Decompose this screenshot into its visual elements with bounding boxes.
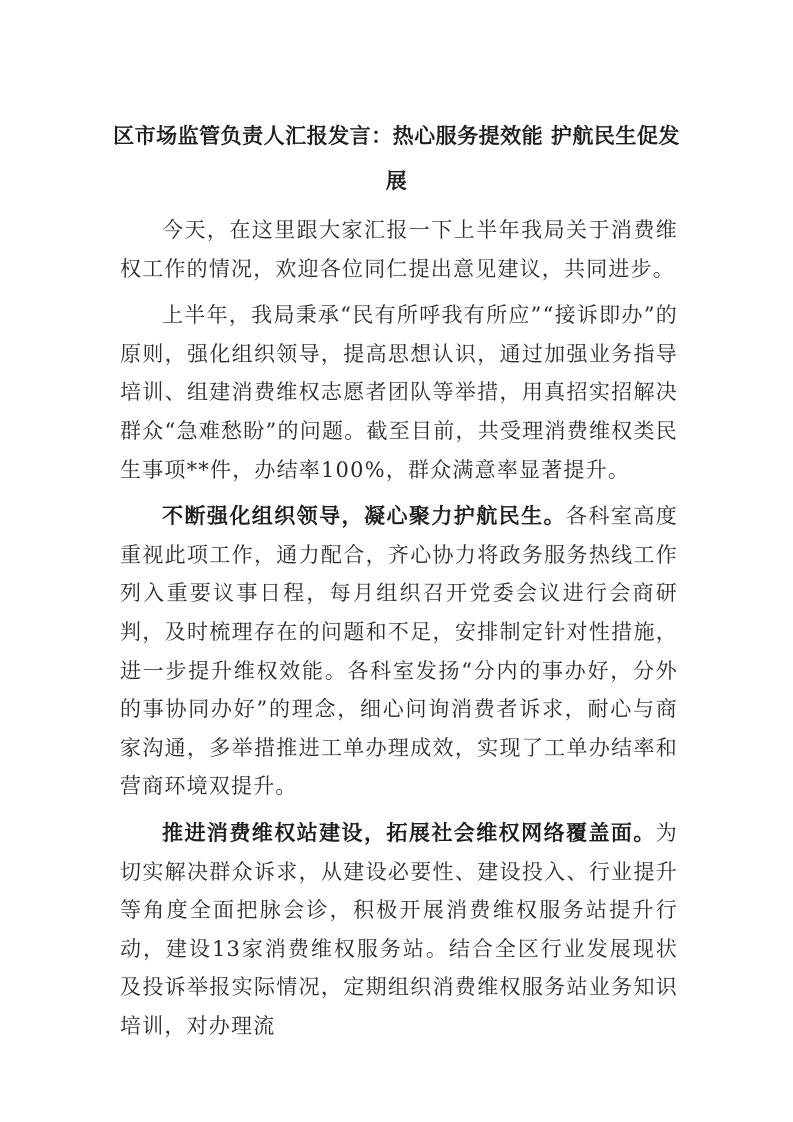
paragraph-organization <box>120 497 678 806</box>
paragraph-intro <box>120 211 678 288</box>
document-body <box>120 211 678 1053</box>
paragraph-text: 上半年，我局秉承“民有所呼我有所应”“接诉即办”的原则，强化组织领导，提高思想认识，通过加强业务指导培训、组建消费维权志愿者团队等举措，用真招实招解决群众“急难愁盼”的问题。截至目前，共受理消费维权类民生事项**件，办结率100%，群众满意率显著提升。 <box>120 303 678 482</box>
paragraph-lead-heading: 推进消费维权站建设，拓展社会维权网络覆盖面。 <box>162 819 656 845</box>
paragraph-text: 为切实解决群众诉求，从建设必要性、建设投入、行业提升等角度全面把脉会诊，积极开展消费维权服务站提升行动，建设13家消费维权服务站。结合全区行业发展现状及投诉举报实际情况，定期组织消费维权服务站业务知识培训，对办理流 <box>120 820 678 1038</box>
paragraph-summary <box>120 296 678 489</box>
document-title: 区市场监管负责人汇报发言：热心服务提效能 护航民生促发展 <box>113 123 680 193</box>
paragraph-service-stations <box>120 814 678 1046</box>
paragraph-text: 各科室高度重视此项工作，通力配合，齐心协力将政务服务热线工作列入重要议事日程，每月组织召开党委会议进行会商研判，及时梳理存在的问题和不足，安排制定针对性措施，进一步提升维权效能。各科室发扬“分内的事办好，分外的事协同办好”的理念，细心问询消费者诉求，耐心与商家沟通，多举措推进工单办理成效，实现了工单办结率和营商环境双提升。 <box>120 504 678 799</box>
paragraph-text: 今天，在这里跟大家汇报一下上半年我局关于消费维权工作的情况，欢迎各位同仁提出意见建议，共同进步。 <box>120 218 678 281</box>
paragraph-lead-heading: 不断强化组织领导，凝心聚力护航民生。 <box>162 503 567 529</box>
